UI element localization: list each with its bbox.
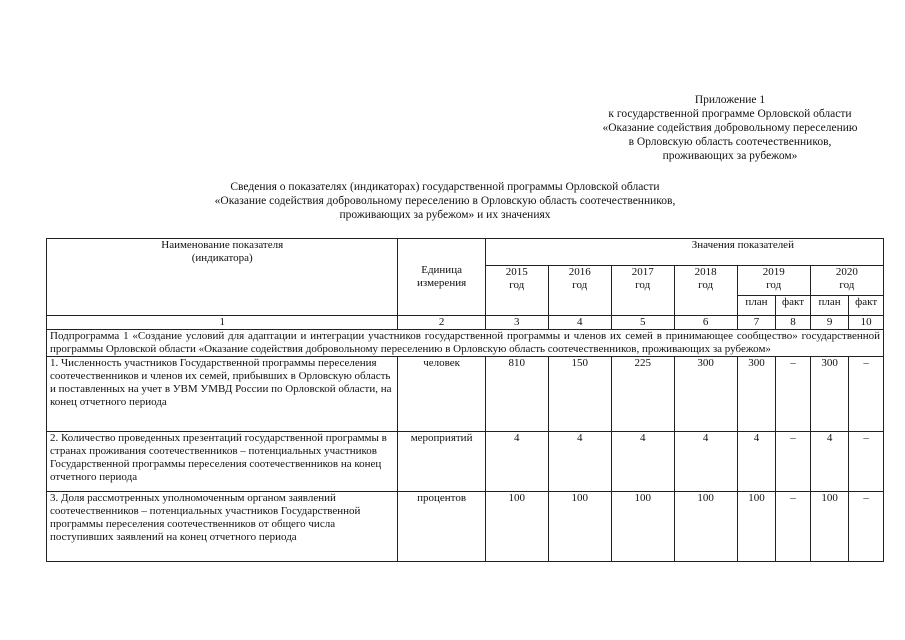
value-2017: 100 — [611, 492, 674, 562]
header-year-2018: 2018 год — [674, 266, 737, 316]
col-number: 4 — [548, 316, 611, 330]
indicators-table — [46, 238, 884, 562]
value-2018: 100 — [674, 492, 737, 562]
value-2020-fact: – — [849, 432, 884, 492]
header-year-2016: 2016 год — [548, 266, 611, 316]
col-number: 10 — [849, 316, 884, 330]
col-number: 3 — [485, 316, 548, 330]
column-number-row — [47, 316, 884, 330]
appendix-line: в Орловскую область соотечественников, — [628, 136, 832, 148]
value-2015: 100 — [485, 492, 548, 562]
indicator-name: 1. Численность участников Государственной программы переселения соотечественников и членов их семей, прибывших в Орловскую область и поставленных на учет в УВМ УМВД России по Орловской области, на конец отчетного периода — [47, 357, 398, 432]
subprogram-text: Подпрограмма 1 «Создание условий для адаптации и интеграции участников государственной программы и членов их семей в принимающее сообщество» государственной программы Орловской области «Оказание содействия добровольному переселению в Орловскую область соотечественников, проживающих за рубежом» — [47, 330, 884, 357]
header-values-title: Значения показателей — [485, 239, 883, 266]
header-indicator-name: Наименование показателя (индикатора) — [47, 239, 398, 316]
value-2016: 150 — [548, 357, 611, 432]
value-2016: 4 — [548, 432, 611, 492]
header-year-2017: 2017 год — [611, 266, 674, 316]
value-2020-fact: – — [849, 492, 884, 562]
header-fact-2020: факт — [849, 296, 884, 316]
col-number: 9 — [810, 316, 849, 330]
title-line: проживающих за рубежом» и их значениях — [339, 209, 551, 221]
col-number: 6 — [674, 316, 737, 330]
value-2020-plan: 4 — [810, 432, 849, 492]
header-fact-2019: факт — [776, 296, 811, 316]
appendix-line: проживающих за рубежом» — [662, 150, 798, 162]
table-row — [47, 492, 884, 562]
header-year-2015: 2015 год — [485, 266, 548, 316]
table-row — [47, 357, 884, 432]
value-2016: 100 — [548, 492, 611, 562]
value-2017: 4 — [611, 432, 674, 492]
subprogram-row — [47, 330, 884, 357]
value-2017: 225 — [611, 357, 674, 432]
indicator-unit: мероприятий — [398, 432, 485, 492]
value-2019-fact: – — [776, 492, 811, 562]
header-year-2020: 2020 год — [810, 266, 883, 296]
appendix-line: Приложение 1 — [694, 94, 766, 106]
appendix-block — [560, 93, 900, 163]
indicator-name: 3. Доля рассмотренных уполномоченным органом заявлений соотечественников – потенциальных участников Государственной программы переселения соотечественников от общего числа поступивших заявлений на конец отчетного периода — [47, 492, 398, 562]
value-2019-plan: 100 — [737, 492, 776, 562]
header-plan-2019: план — [737, 296, 776, 316]
header-unit: Единица измерения — [398, 239, 485, 316]
table-row — [47, 432, 884, 492]
value-2019-plan: 300 — [737, 357, 776, 432]
value-2018: 300 — [674, 357, 737, 432]
indicator-unit: человек — [398, 357, 485, 432]
value-2020-plan: 100 — [810, 492, 849, 562]
appendix-line: «Оказание содействия добровольному переселению — [602, 122, 858, 134]
title-line: Сведения о показателях (индикаторах) государственной программы Орловской области — [230, 181, 660, 193]
value-2020-fact: – — [849, 357, 884, 432]
col-number: 7 — [737, 316, 776, 330]
appendix-line: к государственной программе Орловской области — [608, 108, 852, 120]
value-2020-plan: 300 — [810, 357, 849, 432]
value-2018: 4 — [674, 432, 737, 492]
header-plan-2020: план — [810, 296, 849, 316]
col-number: 1 — [47, 316, 398, 330]
document-title — [160, 180, 730, 222]
indicator-name: 2. Количество проведенных презентаций государственной программы в странах проживания соотечественников – потенциальных участников Государственной программы переселения соотечественников на конец отчетного периода — [47, 432, 398, 492]
value-2019-fact: – — [776, 432, 811, 492]
value-2015: 810 — [485, 357, 548, 432]
value-2019-plan: 4 — [737, 432, 776, 492]
header-year-2019: 2019 год — [737, 266, 810, 296]
col-number: 8 — [776, 316, 811, 330]
col-number: 2 — [398, 316, 485, 330]
title-line: «Оказание содействия добровольному переселению в Орловскую область соотечественников, — [214, 195, 676, 207]
value-2019-fact: – — [776, 357, 811, 432]
indicator-unit: процентов — [398, 492, 485, 562]
value-2015: 4 — [485, 432, 548, 492]
col-number: 5 — [611, 316, 674, 330]
